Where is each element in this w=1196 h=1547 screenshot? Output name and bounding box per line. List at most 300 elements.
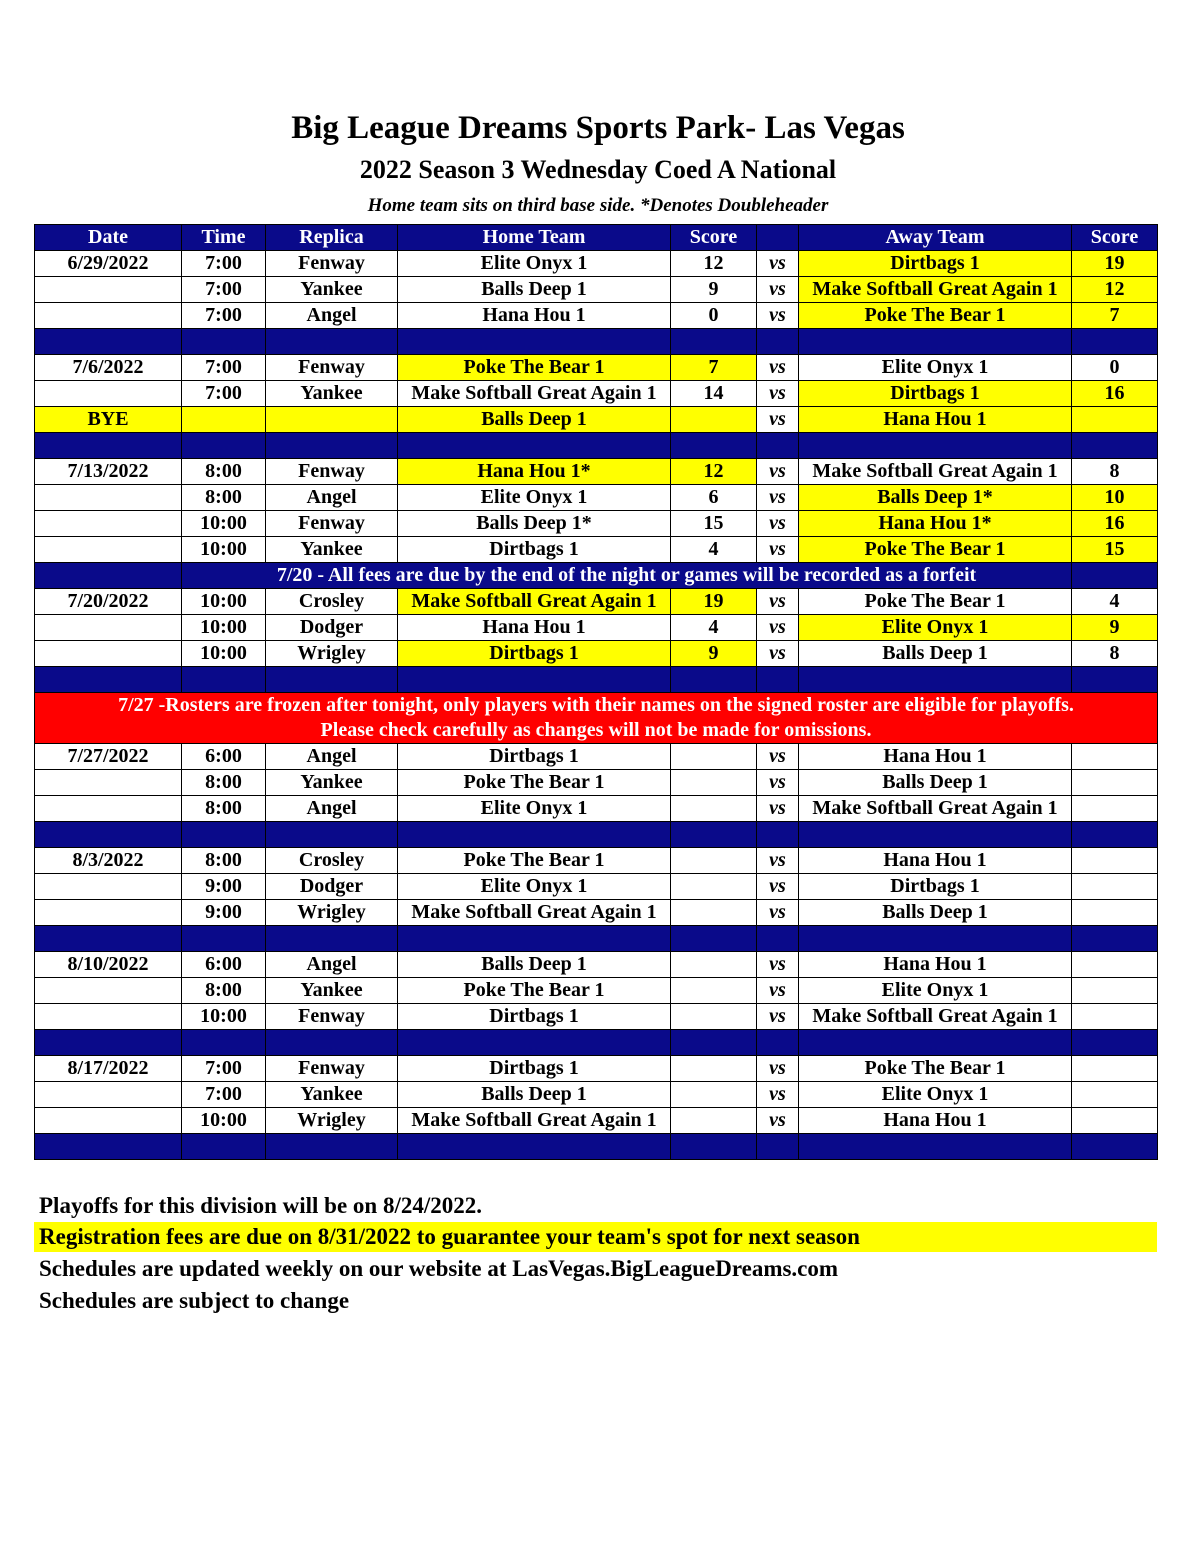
game-time: 10:00 — [182, 537, 266, 563]
separator-cell — [35, 667, 182, 693]
vs-label: vs — [757, 1082, 799, 1108]
home-score — [671, 407, 757, 433]
home-score: 19 — [671, 589, 757, 615]
separator-cell — [266, 1030, 398, 1056]
game-date — [35, 511, 182, 537]
game-time: 10:00 — [182, 511, 266, 537]
home-team: Dirtbags 1 — [398, 744, 671, 770]
separator-cell — [671, 822, 757, 848]
away-team: Hana Hou 1* — [799, 511, 1072, 537]
game-date — [35, 303, 182, 329]
away-score — [1072, 952, 1158, 978]
separator-cell — [35, 1134, 182, 1160]
game-row — [35, 1056, 1158, 1082]
game-replica: Yankee — [266, 537, 398, 563]
game-replica: Fenway — [266, 1004, 398, 1030]
home-team: Hana Hou 1 — [398, 615, 671, 641]
game-row — [35, 1108, 1158, 1134]
separator-row — [35, 1030, 1158, 1056]
home-score — [671, 1108, 757, 1134]
separator-cell — [799, 329, 1072, 355]
away-score — [1072, 1108, 1158, 1134]
separator-cell — [1072, 1030, 1158, 1056]
game-row — [35, 537, 1158, 563]
vs-label: vs — [757, 641, 799, 667]
home-score: 4 — [671, 537, 757, 563]
game-time: 8:00 — [182, 770, 266, 796]
away-score: 8 — [1072, 641, 1158, 667]
game-time: 7:00 — [182, 381, 266, 407]
game-date — [35, 874, 182, 900]
game-date — [35, 641, 182, 667]
home-team: Poke The Bear 1 — [398, 355, 671, 381]
vs-label: vs — [757, 355, 799, 381]
separator-cell — [671, 1134, 757, 1160]
separator-cell — [398, 1134, 671, 1160]
vs-label: vs — [757, 874, 799, 900]
game-replica: Angel — [266, 303, 398, 329]
separator-cell — [1072, 329, 1158, 355]
game-date — [35, 277, 182, 303]
separator-row — [35, 926, 1158, 952]
game-time: 7:00 — [182, 277, 266, 303]
column-header-away-score: Score — [1072, 225, 1158, 251]
column-header-home-team: Home Team — [398, 225, 671, 251]
home-team: Poke The Bear 1 — [398, 770, 671, 796]
away-score: 7 — [1072, 303, 1158, 329]
schedule-body — [35, 225, 1158, 1160]
home-score: 0 — [671, 303, 757, 329]
separator-cell — [757, 433, 799, 459]
away-team: Make Softball Great Again 1 — [799, 796, 1072, 822]
separator-cell — [671, 1030, 757, 1056]
home-score: 12 — [671, 459, 757, 485]
game-date — [35, 381, 182, 407]
fees-banner: 7/20 - All fees are due by the end of the night or games will be recorded as a forfeit — [182, 563, 1072, 589]
separator-cell — [757, 329, 799, 355]
vs-label: vs — [757, 770, 799, 796]
away-score — [1072, 770, 1158, 796]
game-row — [35, 770, 1158, 796]
game-date — [35, 1082, 182, 1108]
home-team: Balls Deep 1 — [398, 277, 671, 303]
game-time: 7:00 — [182, 251, 266, 277]
home-score — [671, 1056, 757, 1082]
game-time: 7:00 — [182, 355, 266, 381]
away-score — [1072, 796, 1158, 822]
away-score: 15 — [1072, 537, 1158, 563]
game-row — [35, 900, 1158, 926]
home-team: Elite Onyx 1 — [398, 874, 671, 900]
home-score — [671, 978, 757, 1004]
game-date — [35, 1108, 182, 1134]
vs-label: vs — [757, 485, 799, 511]
game-date: 7/20/2022 — [35, 589, 182, 615]
home-team: Balls Deep 1 — [398, 952, 671, 978]
separator-cell — [398, 329, 671, 355]
away-score: 19 — [1072, 251, 1158, 277]
game-replica: Fenway — [266, 459, 398, 485]
game-time: 8:00 — [182, 848, 266, 874]
game-replica: Angel — [266, 796, 398, 822]
game-time: 6:00 — [182, 744, 266, 770]
separator-cell — [182, 1030, 266, 1056]
game-time: 8:00 — [182, 978, 266, 1004]
game-row — [35, 874, 1158, 900]
away-team: Make Softball Great Again 1 — [799, 277, 1072, 303]
away-score: 16 — [1072, 511, 1158, 537]
game-replica: Yankee — [266, 1082, 398, 1108]
vs-label: vs — [757, 900, 799, 926]
separator-cell — [35, 433, 182, 459]
away-score — [1072, 407, 1158, 433]
game-date — [35, 900, 182, 926]
separator-cell — [182, 667, 266, 693]
game-replica: Fenway — [266, 355, 398, 381]
game-replica: Fenway — [266, 511, 398, 537]
away-team: Hana Hou 1 — [799, 1108, 1072, 1134]
separator-cell — [757, 822, 799, 848]
game-time: 6:00 — [182, 952, 266, 978]
vs-label: vs — [757, 1108, 799, 1134]
separator-cell — [182, 926, 266, 952]
game-date: 8/10/2022 — [35, 952, 182, 978]
separator-row — [35, 1134, 1158, 1160]
home-team: Elite Onyx 1 — [398, 251, 671, 277]
away-score: 16 — [1072, 381, 1158, 407]
game-replica: Angel — [266, 485, 398, 511]
separator-row — [35, 822, 1158, 848]
away-team: Make Softball Great Again 1 — [799, 1004, 1072, 1030]
separator-cell — [671, 329, 757, 355]
separator-cell — [1072, 433, 1158, 459]
footer-website: Schedules are updated weekly on our website at LasVegas.BigLeagueDreams.com — [39, 1256, 839, 1281]
separator-cell — [266, 329, 398, 355]
home-score: 14 — [671, 381, 757, 407]
rosters-banner — [35, 693, 1158, 744]
rosters-banner-line-2: Please check carefully as changes will not be made for omissions. — [320, 719, 872, 741]
game-time — [182, 407, 266, 433]
vs-label: vs — [757, 978, 799, 1004]
home-team: Balls Deep 1 — [398, 1082, 671, 1108]
game-time: 8:00 — [182, 459, 266, 485]
vs-label: vs — [757, 537, 799, 563]
game-time: 8:00 — [182, 485, 266, 511]
game-row — [35, 978, 1158, 1004]
separator-cell — [35, 926, 182, 952]
game-time: 10:00 — [182, 615, 266, 641]
schedule-table — [34, 224, 1158, 1160]
home-team: Hana Hou 1 — [398, 303, 671, 329]
game-row — [35, 277, 1158, 303]
away-score: 10 — [1072, 485, 1158, 511]
away-team: Make Softball Great Again 1 — [799, 459, 1072, 485]
home-team: Poke The Bear 1 — [398, 978, 671, 1004]
separator-cell — [799, 667, 1072, 693]
home-score — [671, 1004, 757, 1030]
game-date — [35, 1004, 182, 1030]
home-team: Poke The Bear 1 — [398, 848, 671, 874]
separator-cell — [1072, 667, 1158, 693]
home-score — [671, 1082, 757, 1108]
home-score: 15 — [671, 511, 757, 537]
home-team: Make Softball Great Again 1 — [398, 1108, 671, 1134]
game-replica: Yankee — [266, 770, 398, 796]
away-score: 8 — [1072, 459, 1158, 485]
game-row — [35, 641, 1158, 667]
vs-label: vs — [757, 952, 799, 978]
game-row — [35, 485, 1158, 511]
separator-cell — [799, 1030, 1072, 1056]
separator-cell — [671, 433, 757, 459]
home-score: 9 — [671, 641, 757, 667]
rosters-banner-line-1: 7/27 -Rosters are frozen after tonight, only players with their names on the signed roster are eligible for playoffs. — [118, 694, 1074, 716]
separator-cell — [671, 667, 757, 693]
game-time: 9:00 — [182, 874, 266, 900]
game-replica: Wrigley — [266, 1108, 398, 1134]
separator-row — [35, 433, 1158, 459]
away-team: Poke The Bear 1 — [799, 303, 1072, 329]
away-team: Dirtbags 1 — [799, 251, 1072, 277]
vs-label: vs — [757, 744, 799, 770]
home-score — [671, 874, 757, 900]
vs-label: vs — [757, 381, 799, 407]
away-score — [1072, 744, 1158, 770]
away-score — [1072, 978, 1158, 1004]
separator-cell — [799, 822, 1072, 848]
separator-cell — [266, 433, 398, 459]
away-team: Dirtbags 1 — [799, 381, 1072, 407]
away-team: Elite Onyx 1 — [799, 978, 1072, 1004]
home-team: Elite Onyx 1 — [398, 796, 671, 822]
game-row — [35, 511, 1158, 537]
separator-cell — [1072, 926, 1158, 952]
game-date — [35, 770, 182, 796]
home-team: Balls Deep 1 — [398, 407, 671, 433]
separator-cell — [1072, 1134, 1158, 1160]
separator-cell — [757, 1030, 799, 1056]
separator-cell — [266, 1134, 398, 1160]
away-team: Poke The Bear 1 — [799, 589, 1072, 615]
column-header-vs — [757, 225, 799, 251]
away-team: Poke The Bear 1 — [799, 1056, 1072, 1082]
game-row — [35, 407, 1158, 433]
footer-subject: Schedules are subject to change — [39, 1288, 350, 1313]
game-replica: Angel — [266, 744, 398, 770]
game-time: 10:00 — [182, 1108, 266, 1134]
game-row — [35, 1004, 1158, 1030]
game-replica: Yankee — [266, 978, 398, 1004]
game-time: 8:00 — [182, 796, 266, 822]
separator-cell — [35, 1030, 182, 1056]
separator-cell — [671, 926, 757, 952]
game-date — [35, 615, 182, 641]
vs-label: vs — [757, 1056, 799, 1082]
separator-cell — [182, 822, 266, 848]
game-replica: Wrigley — [266, 900, 398, 926]
game-date: 7/27/2022 — [35, 744, 182, 770]
game-time: 10:00 — [182, 641, 266, 667]
game-row — [35, 355, 1158, 381]
vs-label: vs — [757, 251, 799, 277]
separator-cell — [266, 822, 398, 848]
separator-cell — [757, 1134, 799, 1160]
game-replica: Crosley — [266, 848, 398, 874]
away-score: 9 — [1072, 615, 1158, 641]
vs-label: vs — [757, 615, 799, 641]
game-replica: Wrigley — [266, 641, 398, 667]
vs-label: vs — [757, 796, 799, 822]
separator-cell — [266, 926, 398, 952]
vs-label: vs — [757, 589, 799, 615]
game-date: 7/6/2022 — [35, 355, 182, 381]
home-team: Dirtbags 1 — [398, 537, 671, 563]
separator-cell — [398, 822, 671, 848]
game-row — [35, 615, 1158, 641]
away-score — [1072, 900, 1158, 926]
separator-cell — [398, 433, 671, 459]
vs-label: vs — [757, 511, 799, 537]
game-replica — [266, 407, 398, 433]
separator-cell — [1072, 563, 1158, 589]
footer-playoffs: Playoffs for this division will be on 8/24/2022. — [39, 1193, 483, 1218]
separator-cell — [182, 329, 266, 355]
away-score: 4 — [1072, 589, 1158, 615]
away-score — [1072, 848, 1158, 874]
away-team: Balls Deep 1* — [799, 485, 1072, 511]
separator-cell — [398, 667, 671, 693]
fees-banner-row — [35, 563, 1158, 589]
separator-cell — [799, 926, 1072, 952]
game-time: 7:00 — [182, 303, 266, 329]
home-team: Make Softball Great Again 1 — [398, 589, 671, 615]
away-score — [1072, 1082, 1158, 1108]
column-header-replica: Replica — [266, 225, 398, 251]
separator-cell — [1072, 822, 1158, 848]
game-replica: Yankee — [266, 277, 398, 303]
away-team: Balls Deep 1 — [799, 770, 1072, 796]
vs-label: vs — [757, 407, 799, 433]
game-row — [35, 251, 1158, 277]
separator-cell — [757, 667, 799, 693]
game-replica: Fenway — [266, 251, 398, 277]
home-team: Balls Deep 1* — [398, 511, 671, 537]
game-date: 7/13/2022 — [35, 459, 182, 485]
separator-cell — [799, 433, 1072, 459]
game-time: 7:00 — [182, 1056, 266, 1082]
home-team: Make Softball Great Again 1 — [398, 381, 671, 407]
game-row — [35, 744, 1158, 770]
game-date — [35, 537, 182, 563]
home-score: 6 — [671, 485, 757, 511]
vs-label: vs — [757, 459, 799, 485]
away-score — [1072, 874, 1158, 900]
away-score: 12 — [1072, 277, 1158, 303]
home-score: 4 — [671, 615, 757, 641]
game-date: 8/17/2022 — [35, 1056, 182, 1082]
separator-cell — [398, 926, 671, 952]
home-score — [671, 770, 757, 796]
header-row — [35, 225, 1158, 251]
game-row — [35, 303, 1158, 329]
away-team: Poke The Bear 1 — [799, 537, 1072, 563]
game-time: 10:00 — [182, 589, 266, 615]
game-row — [35, 589, 1158, 615]
rosters-banner-row — [35, 693, 1158, 744]
separator-cell — [35, 563, 182, 589]
game-row — [35, 796, 1158, 822]
game-date — [35, 485, 182, 511]
column-header-date: Date — [35, 225, 182, 251]
separator-row — [35, 667, 1158, 693]
page-note: Home team sits on third base side. *Denotes Doubleheader — [367, 195, 829, 216]
game-date: 8/3/2022 — [35, 848, 182, 874]
home-score: 12 — [671, 251, 757, 277]
game-row — [35, 459, 1158, 485]
game-date — [35, 978, 182, 1004]
home-team: Dirtbags 1 — [398, 641, 671, 667]
away-team: Balls Deep 1 — [799, 900, 1072, 926]
separator-cell — [35, 329, 182, 355]
vs-label: vs — [757, 303, 799, 329]
home-team: Make Softball Great Again 1 — [398, 900, 671, 926]
game-time: 10:00 — [182, 1004, 266, 1030]
separator-cell — [35, 822, 182, 848]
separator-cell — [182, 1134, 266, 1160]
column-header-time: Time — [182, 225, 266, 251]
vs-label: vs — [757, 1004, 799, 1030]
away-team: Hana Hou 1 — [799, 407, 1072, 433]
separator-cell — [398, 1030, 671, 1056]
home-score — [671, 848, 757, 874]
separator-cell — [182, 433, 266, 459]
away-score: 0 — [1072, 355, 1158, 381]
game-date: BYE — [35, 407, 182, 433]
separator-row — [35, 329, 1158, 355]
home-score — [671, 796, 757, 822]
column-header-away-team: Away Team — [799, 225, 1072, 251]
page-title: Big League Dreams Sports Park- Las Vegas — [291, 110, 905, 146]
home-team: Elite Onyx 1 — [398, 485, 671, 511]
game-time: 7:00 — [182, 1082, 266, 1108]
away-team: Hana Hou 1 — [799, 952, 1072, 978]
away-team: Elite Onyx 1 — [799, 1082, 1072, 1108]
game-replica: Dodger — [266, 874, 398, 900]
away-team: Balls Deep 1 — [799, 641, 1072, 667]
game-replica: Angel — [266, 952, 398, 978]
game-date — [35, 796, 182, 822]
away-team: Elite Onyx 1 — [799, 355, 1072, 381]
away-score — [1072, 1056, 1158, 1082]
home-score: 9 — [671, 277, 757, 303]
home-team: Dirtbags 1 — [398, 1004, 671, 1030]
game-time: 9:00 — [182, 900, 266, 926]
game-replica: Fenway — [266, 1056, 398, 1082]
home-score — [671, 952, 757, 978]
separator-cell — [757, 926, 799, 952]
footer-registration: Registration fees are due on 8/31/2022 to guarantee your team's spot for next season — [34, 1222, 1157, 1252]
away-team: Hana Hou 1 — [799, 848, 1072, 874]
game-row — [35, 848, 1158, 874]
game-replica: Crosley — [266, 589, 398, 615]
home-team: Hana Hou 1* — [398, 459, 671, 485]
game-date: 6/29/2022 — [35, 251, 182, 277]
home-team: Dirtbags 1 — [398, 1056, 671, 1082]
game-replica: Yankee — [266, 381, 398, 407]
home-score — [671, 900, 757, 926]
game-row — [35, 381, 1158, 407]
game-row — [35, 952, 1158, 978]
